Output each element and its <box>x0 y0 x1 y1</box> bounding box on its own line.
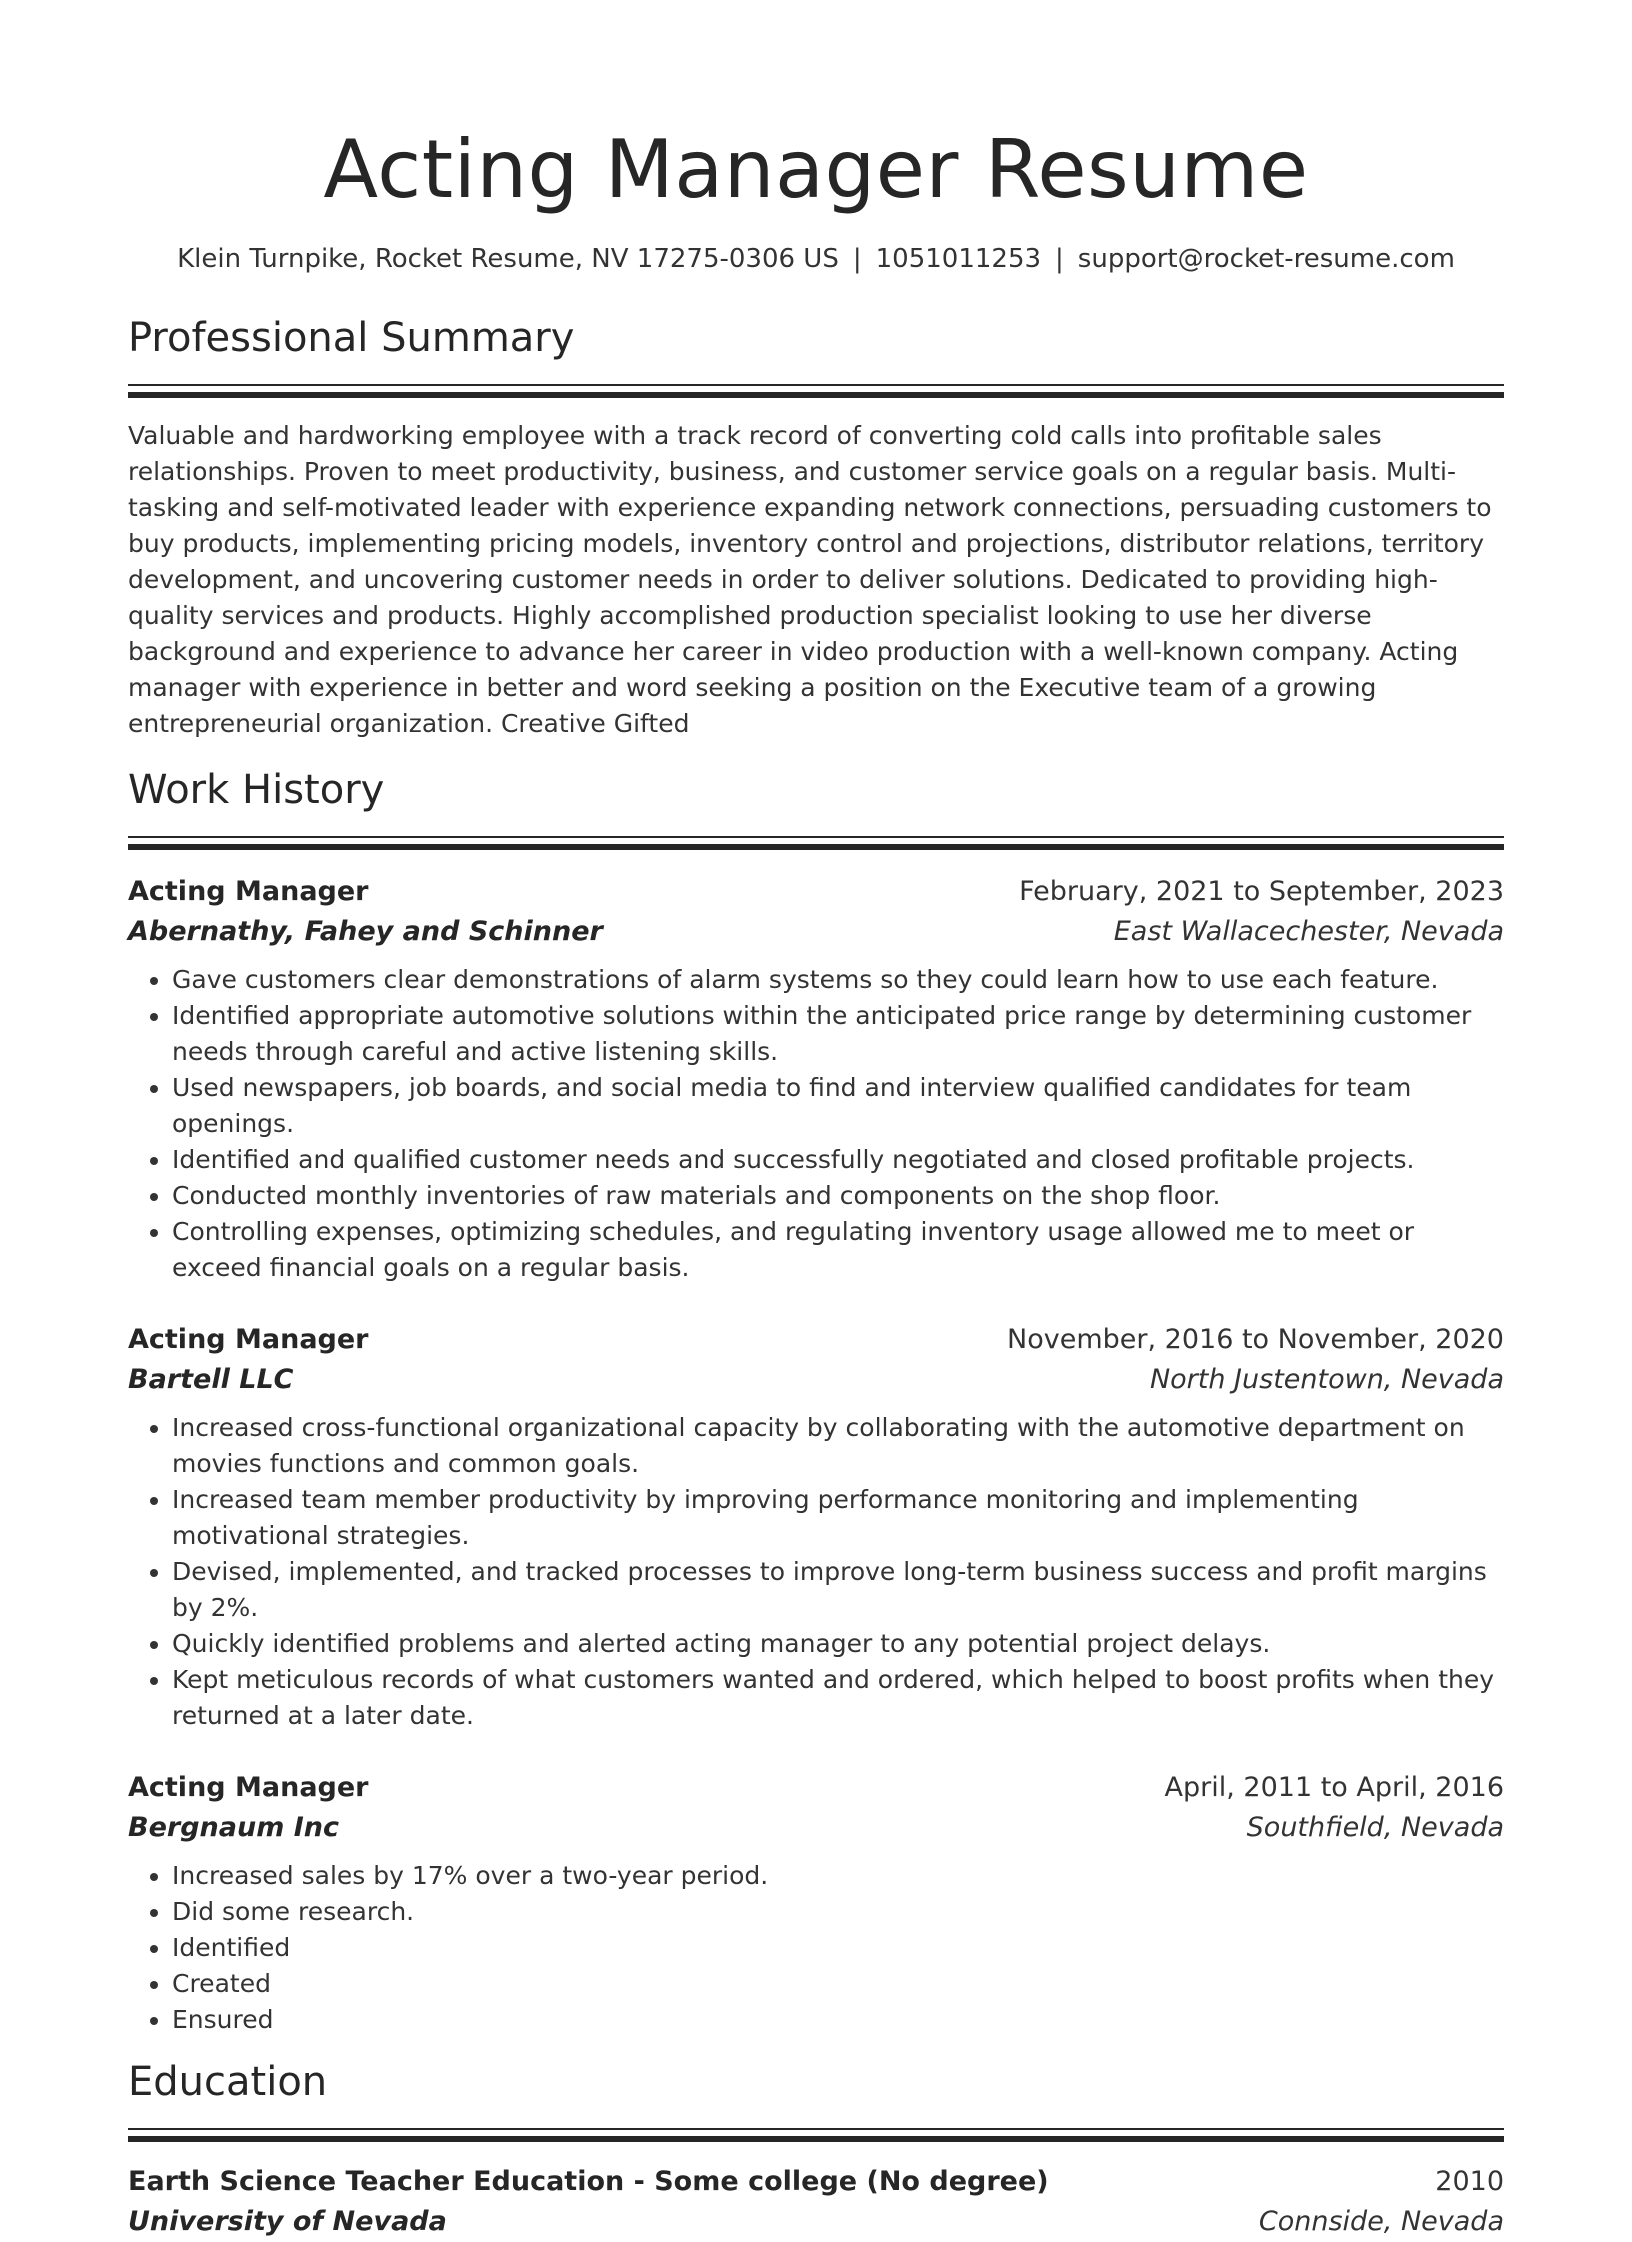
job-bullet: • Created <box>172 1966 1504 2002</box>
job-dates: February, 2021 to September, 2023 <box>1019 876 1504 907</box>
job-list <box>128 872 1504 2038</box>
job-title: Acting Manager <box>128 1772 369 1803</box>
education-header-row <box>128 2162 1504 2202</box>
education-section <box>128 2056 1504 2242</box>
job-bullet: • Increased team member productivity by improving performance monitoring and implementing motivational strategies. <box>172 1482 1504 1554</box>
section-divider <box>128 384 1504 398</box>
education-degree: Earth Science Teacher Education - Some college (No degree) <box>128 2166 1049 2197</box>
job-entry <box>128 1768 1504 2038</box>
work-history-section <box>128 764 1504 2038</box>
section-heading-work-history: Work History <box>128 767 385 813</box>
job-company: Bartell LLC <box>128 1364 294 1395</box>
job-bullet: • Conducted monthly inventories of raw materials and components on the shop floor. <box>172 1178 1504 1214</box>
education-year: 2010 <box>1435 2166 1504 2197</box>
contact-line <box>128 242 1504 276</box>
section-heading-education: Education <box>128 2059 328 2105</box>
job-header-row <box>128 1320 1504 1360</box>
job-bullet: • Identified and qualified customer needs and successfully negotiated and closed profitable projects. <box>172 1142 1504 1178</box>
resume-title: Acting Manager Resume <box>323 123 1309 216</box>
section-divider <box>128 836 1504 850</box>
education-school-row <box>128 2202 1504 2242</box>
job-bullet: • Kept meticulous records of what customers wanted and ordered, which helped to boost profits when they returned at a later date. <box>172 1662 1504 1734</box>
job-bullet: • Quickly identified problems and alerted acting manager to any potential project delays. <box>172 1626 1504 1662</box>
job-entry <box>128 1320 1504 1734</box>
contact-separator: | <box>852 244 862 274</box>
summary-section <box>128 312 1504 742</box>
contact-address: Klein Turnpike, Rocket Resume, NV 17275-0306 US <box>177 244 839 274</box>
job-bullet-list <box>128 1410 1504 1734</box>
education-school: University of Nevada <box>128 2206 447 2237</box>
job-dates: April, 2011 to April, 2016 <box>1164 1772 1504 1803</box>
job-entry <box>128 872 1504 1286</box>
job-header-row <box>128 1768 1504 1808</box>
job-company-row <box>128 912 1504 952</box>
job-bullet: • Controlling expenses, optimizing schedules, and regulating inventory usage allowed me to meet or exceed financial goals on a regular basis. <box>172 1214 1504 1286</box>
contact-email: support@rocket-resume.com <box>1077 244 1455 274</box>
job-location: East Wallacechester, Nevada <box>1113 916 1504 947</box>
job-bullet: • Increased sales by 17% over a two-year period. <box>172 1858 1504 1894</box>
job-bullet: • Increased cross-functional organizational capacity by collaborating with the automotive department on movies functions and common goals. <box>172 1410 1504 1482</box>
section-heading-summary: Professional Summary <box>128 315 575 361</box>
job-dates: November, 2016 to November, 2020 <box>1007 1324 1504 1355</box>
job-bullet: • Gave customers clear demonstrations of alarm systems so they could learn how to use each feature. <box>172 962 1504 998</box>
job-bullet: • Used newspapers, job boards, and social media to find and interview qualified candidates for team openings. <box>172 1070 1504 1142</box>
job-company: Abernathy, Fahey and Schinner <box>128 916 603 947</box>
job-bullet-list <box>128 962 1504 1286</box>
job-title: Acting Manager <box>128 1324 369 1355</box>
job-header-row <box>128 872 1504 912</box>
education-location: Connside, Nevada <box>1258 2206 1504 2237</box>
contact-phone: 1051011253 <box>875 244 1042 274</box>
job-bullet: • Ensured <box>172 2002 1504 2038</box>
job-bullet: • Did some research. <box>172 1894 1504 1930</box>
job-location: North Justentown, Nevada <box>1149 1364 1504 1395</box>
job-company-row <box>128 1808 1504 1848</box>
education-list <box>128 2162 1504 2242</box>
education-entry <box>128 2162 1504 2242</box>
job-title: Acting Manager <box>128 876 369 907</box>
job-bullet-list <box>128 1858 1504 2038</box>
section-divider <box>128 2128 1504 2142</box>
job-bullet: • Identified <box>172 1930 1504 1966</box>
job-bullet: • Devised, implemented, and tracked processes to improve long-term business success and profit margins by 2%. <box>172 1554 1504 1626</box>
job-company: Bergnaum Inc <box>128 1812 340 1843</box>
contact-separator: | <box>1055 244 1064 274</box>
job-company-row <box>128 1360 1504 1400</box>
job-bullet: • Identified appropriate automotive solutions within the anticipated price range by determining customer needs through careful and active listening skills. <box>172 998 1504 1070</box>
job-location: Southfield, Nevada <box>1246 1812 1504 1843</box>
summary-text: Valuable and hardworking employee with a track record of converting cold calls into profitable sales relationships. Proven to meet productivity, business, and customer service goals on a regular basis. Multi-tasking and self-motivated leader with experience expanding network connections, persuading customers to buy products, implementing pricing models, inventory control and projections, distributor relations, territory development, and uncovering customer needs in order to deliver solutions. Dedicated to providing high-quality services and products. Highly accomplished production specialist looking to use her diverse background and experience to advance her career in video production with a well-known company. Acting manager with experience in better and word seeking a position on the Executive team of a growing entrepreneurial organization. Creative Gifted <box>128 421 1492 738</box>
